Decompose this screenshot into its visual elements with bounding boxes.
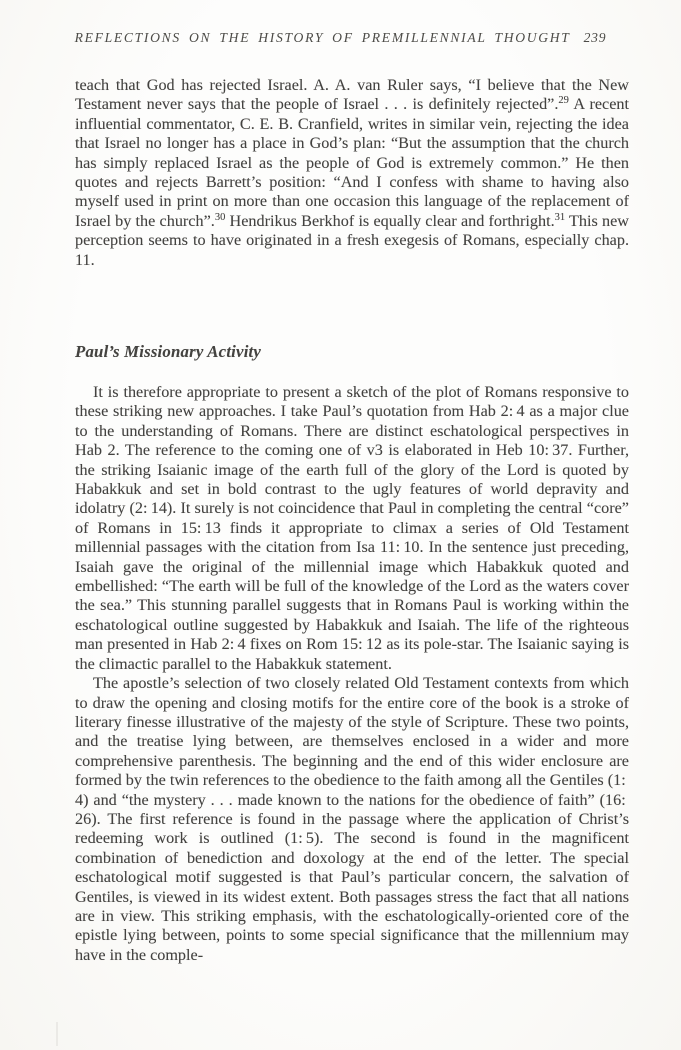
body-text-block [75,383,629,965]
body-paragraph: The apostle’s selection of two closely related Old Testament contexts from which to draw the opening and closing motifs for the entire core of the book is a stroke of literary finesse illustrative of the majesty of the style of Scripture. These two points, and the treatise lying between, are themselves enclosed in a wider and more comprehensive parenthesis. The beginning and the end of this wider enclosure are formed by the twin references to the obedience to the faith among all the Gentiles (1: 4) and “the mystery . . . made known to the nations for the obedience of faith” (16: 26). The first reference is found in the passage where the application of Christ’s redeeming work is outlined (1: 5). The second is found in the magnificent combination of benediction and doxology at the end of the letter. The special eschatological motif suggested is that Paul’s particular concern, the salvation of Gentiles, is viewed in its widest extent. Both passages stress the fact that all nations are in view. This striking emphasis, with the eschatologically-oriented core of the epistle lying between, points to some special significance that the millennium may have in the comple- [75,674,629,964]
section-heading: Paul’s Missionary Activity [75,342,262,361]
page-number: 239 [583,30,607,45]
scan-artifact [56,1022,58,1046]
footnote-reference: 31 [554,211,566,223]
footnote-reference: 30 [214,211,226,223]
body-text-block [75,76,629,270]
body-paragraph: It is therefore appropriate to present a sketch of the plot of Romans responsive to these striking new approaches. I take Paul’s quotation from Hab 2: 4 as a major clue to the understanding of Romans. There are distinct eschatological perspectives in Hab 2. The reference to the coming one of v3 is elaborated in Heb 10: 37. Further, the striking Isaianic image of the earth full of the glory of the Lord is quoted by Habakkuk and set in bold contrast to the ugly features of world depravity and idolatry (2: 14). It surely is not coincidence that Paul in completing the central “core” of Romans in 15: 13 finds it appropriate to climax a series of Old Testament millennial passages with the citation from Isa 11: 10. In the sentence just preceding, Isaiah gave the original of the millennial image which Habakkuk quoted and embellished: “The earth will be full of the knowledge of the Lord as the waters cover the sea.” This stunning parallel suggests that in Romans Paul is working within the eschatological outline suggested by Habakkuk and Isaiah. The life of the righteous man presented in Hab 2: 4 fixes on Rom 15: 12 as its pole-star. The Isaianic saying is the climactic parallel to the Habakkuk statement. [75,383,629,673]
running-header-title: REFLECTIONS ON THE HISTORY OF PREMILLENNIAL THOUGHT [74,30,571,45]
footnote-reference: 29 [558,95,569,107]
body-paragraph: teach that God has rejected Israel. A. A. van Ruler says, “I believe that the New Testament never says that the people of Israel . . . is definitely rejected”.$^{29}$ A recent influential commentator, C. E. B. Cranfield, writes in similar vein, rejecting the idea that Israel no longer has a place in God’s plan: “But the assumption that the church has simply replaced Israel as the people of God is extremely common.” He then quotes and rejects Barrett’s position: “And I confess with shame to having also myself used in print on more than one occasion this language of the replacement of Israel by the church”.$^{30}$ Hendrikus Berkhof is equally clear and forthright.$^{31}$ This new perception seems to have originated in a fresh exegesis of Romans, especially chap. 11. [75,76,629,269]
running-header [0,30,681,46]
